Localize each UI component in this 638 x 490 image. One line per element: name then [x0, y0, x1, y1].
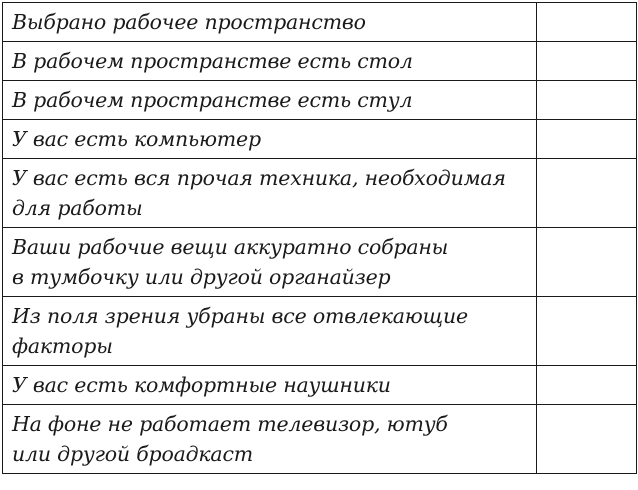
item-text — [3, 42, 536, 80]
item-line: У вас есть компьютер — [12, 127, 261, 151]
check-box[interactable] — [537, 81, 637, 120]
checklist-row — [3, 366, 637, 405]
item-text — [3, 297, 536, 365]
check-box[interactable] — [537, 366, 637, 405]
item-line: Выбрано рабочее пространство — [12, 10, 366, 34]
checklist-row — [3, 297, 637, 366]
check-box[interactable] — [537, 120, 637, 159]
check-box[interactable] — [537, 42, 637, 81]
item-text — [3, 81, 536, 119]
item-line: В рабочем пространстве есть стул — [12, 88, 413, 112]
item-line: в тумбочку или другой органайзер — [12, 265, 391, 289]
item-line: Ваши рабочие вещи аккуратно собраны — [12, 235, 449, 259]
check-box[interactable] — [537, 297, 637, 366]
checklist-row — [3, 120, 637, 159]
item-line: для работы — [12, 196, 143, 220]
item-text — [3, 159, 536, 227]
item-text-cell — [3, 42, 537, 81]
item-text — [3, 228, 536, 296]
check-box[interactable] — [537, 228, 637, 297]
item-line: На фоне не работает телевизор, ютуб — [12, 412, 448, 436]
checklist-row — [3, 228, 637, 297]
item-line: факторы — [12, 334, 113, 358]
item-line: В рабочем пространстве есть стол — [12, 49, 413, 73]
item-line: Из поля зрения убраны все отвлекающие — [12, 304, 468, 328]
checklist-row — [3, 81, 637, 120]
item-text-cell — [3, 405, 537, 474]
item-text-cell — [3, 366, 537, 405]
item-text-cell — [3, 228, 537, 297]
item-line: У вас есть комфортные наушники — [12, 373, 391, 397]
item-text — [3, 120, 536, 158]
check-box[interactable] — [537, 405, 637, 474]
item-line: или другой броадкаст — [12, 442, 253, 466]
checklist-row — [3, 159, 637, 228]
checklist-row — [3, 405, 637, 474]
item-text — [3, 3, 536, 41]
checklist-table — [2, 2, 637, 474]
item-text-cell — [3, 159, 537, 228]
item-text-cell — [3, 120, 537, 159]
checklist-row — [3, 42, 637, 81]
item-line: У вас есть вся прочая техника, необходимая — [12, 166, 506, 190]
checklist-row — [3, 3, 637, 42]
item-text-cell — [3, 297, 537, 366]
check-box[interactable] — [537, 3, 637, 42]
check-box[interactable] — [537, 159, 637, 228]
item-text-cell — [3, 3, 537, 42]
item-text — [3, 366, 536, 404]
item-text — [3, 405, 536, 473]
item-text-cell — [3, 81, 537, 120]
